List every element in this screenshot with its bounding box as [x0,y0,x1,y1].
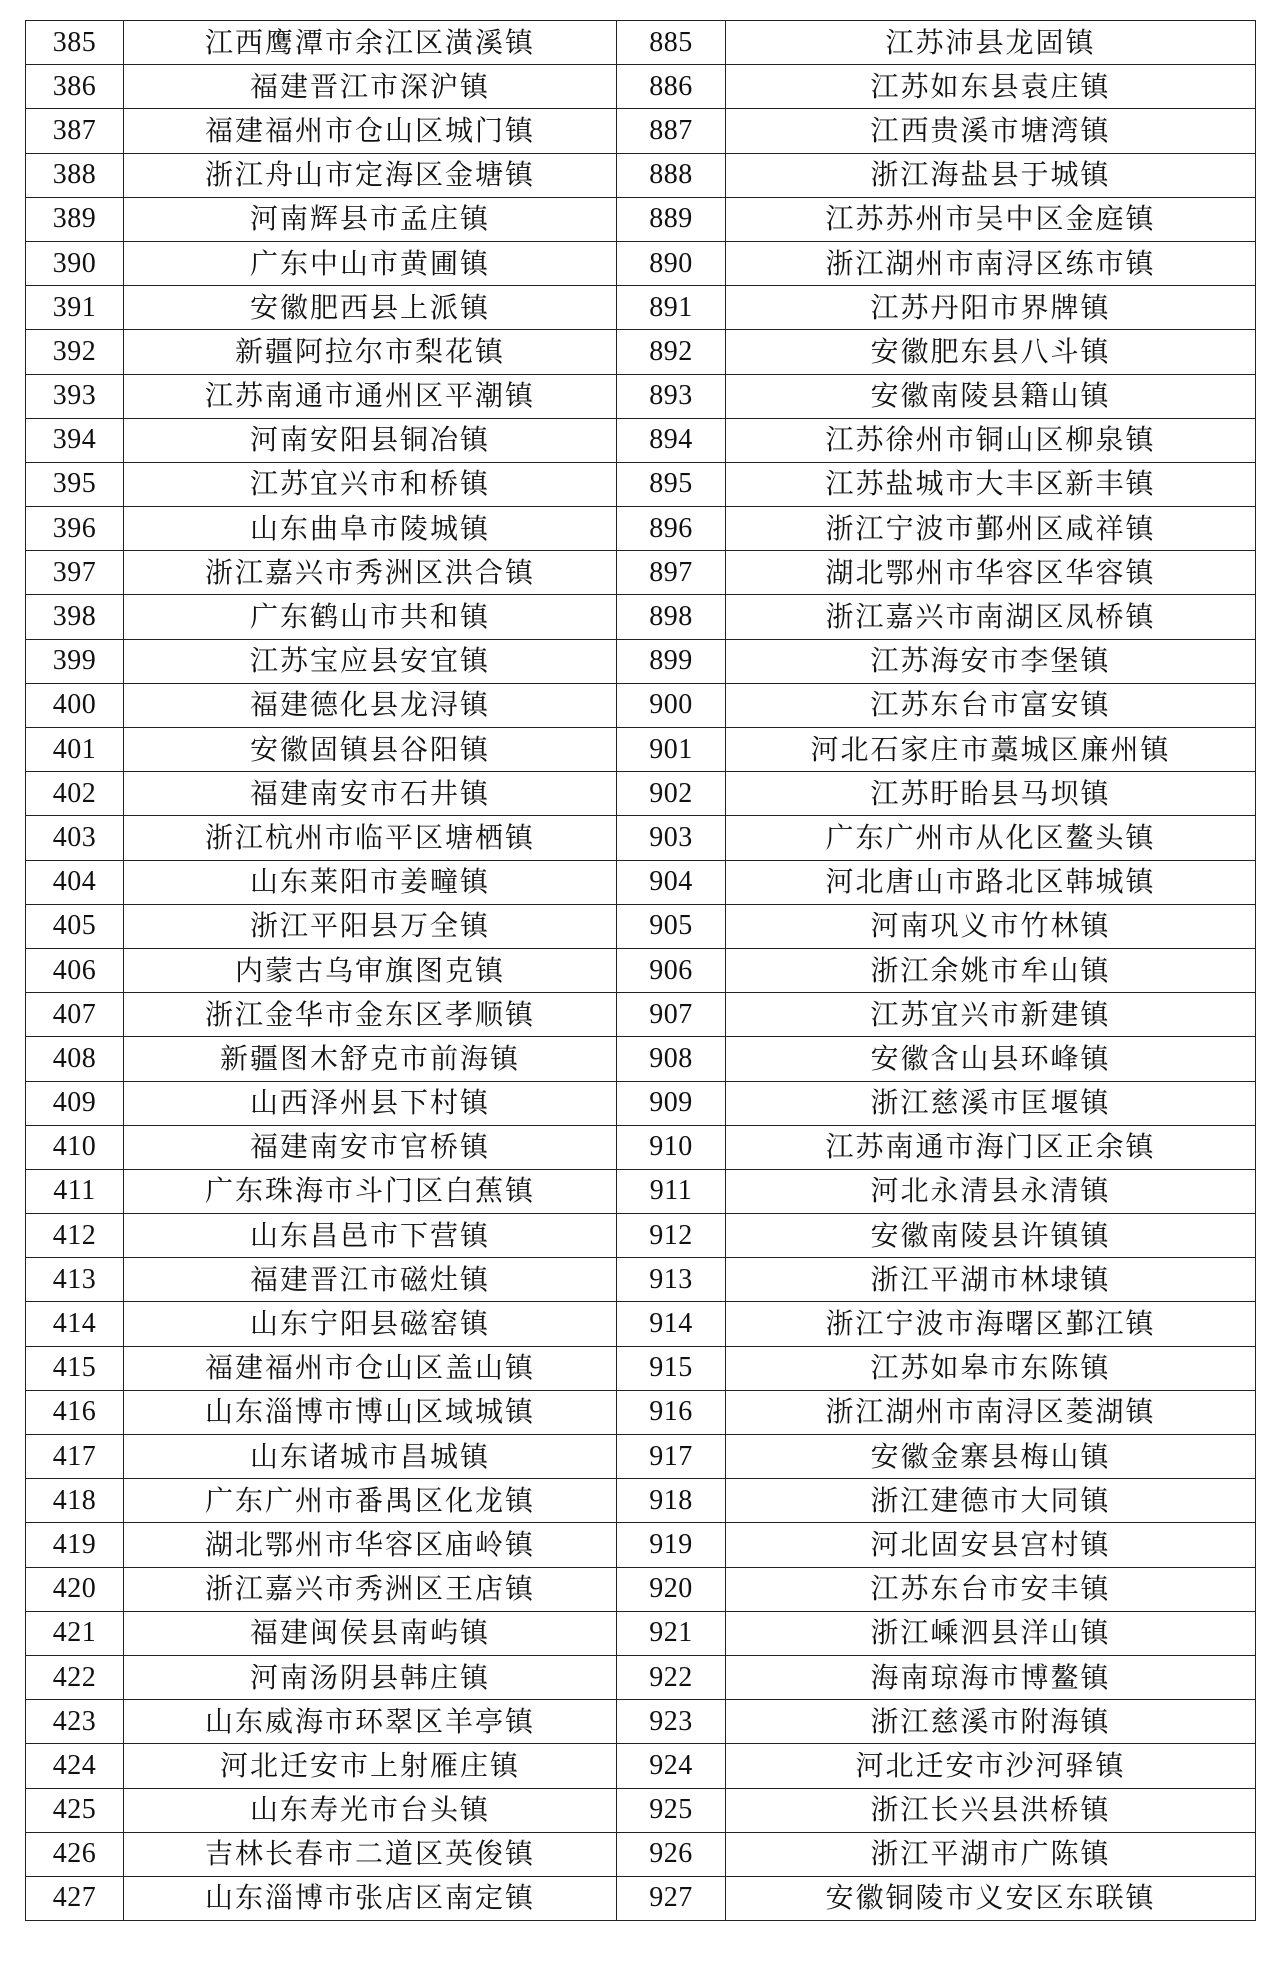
right-town-cell: 浙江嘉兴市南湖区凤桥镇 [726,595,1256,639]
table-row [26,1744,1256,1788]
right-rank-cell: 888 [617,153,726,197]
left-rank-cell: 406 [26,948,124,992]
right-town-cell: 江西贵溪市塘湾镇 [726,109,1256,153]
left-rank-cell: 389 [26,197,124,241]
right-town-cell: 江苏如皋市东陈镇 [726,1346,1256,1390]
left-town-cell: 福建南安市石井镇 [124,772,617,816]
left-rank-cell: 399 [26,639,124,683]
right-rank-cell: 906 [617,948,726,992]
left-rank-cell: 390 [26,241,124,285]
right-rank-cell: 910 [617,1125,726,1169]
right-rank-cell: 898 [617,595,726,639]
right-town-cell: 安徽肥东县八斗镇 [726,330,1256,374]
right-town-cell: 安徽含山县环峰镇 [726,1037,1256,1081]
right-town-cell: 浙江余姚市牟山镇 [726,948,1256,992]
table-row [26,1037,1256,1081]
right-town-cell: 江苏宜兴市新建镇 [726,993,1256,1037]
left-town-cell: 浙江杭州市临平区塘栖镇 [124,816,617,860]
right-rank-cell: 912 [617,1214,726,1258]
right-town-cell: 安徽金寨县梅山镇 [726,1435,1256,1479]
left-rank-cell: 395 [26,462,124,506]
left-rank-cell: 392 [26,330,124,374]
left-rank-cell: 403 [26,816,124,860]
right-rank-cell: 908 [617,1037,726,1081]
left-town-cell: 河南安阳县铜冶镇 [124,418,617,462]
right-rank-cell: 895 [617,462,726,506]
right-town-cell: 江苏徐州市铜山区柳泉镇 [726,418,1256,462]
left-rank-cell: 411 [26,1169,124,1213]
left-town-cell: 福建晋江市深沪镇 [124,65,617,109]
table-row [26,286,1256,330]
left-rank-cell: 404 [26,860,124,904]
left-town-cell: 吉林长春市二道区英俊镇 [124,1832,617,1876]
left-town-cell: 广东鹤山市共和镇 [124,595,617,639]
left-town-cell: 江西鹰潭市余江区潢溪镇 [124,21,617,65]
right-town-cell: 江苏南通市海门区正余镇 [726,1125,1256,1169]
right-town-cell: 江苏盱眙县马坝镇 [726,772,1256,816]
left-town-cell: 福建福州市仓山区城门镇 [124,109,617,153]
left-town-cell: 河南辉县市孟庄镇 [124,197,617,241]
right-town-cell: 江苏东台市富安镇 [726,683,1256,727]
left-rank-cell: 421 [26,1611,124,1655]
table-row [26,1169,1256,1213]
right-rank-cell: 927 [617,1876,726,1920]
right-rank-cell: 911 [617,1169,726,1213]
right-rank-cell: 913 [617,1258,726,1302]
left-town-cell: 湖北鄂州市华容区庙岭镇 [124,1523,617,1567]
left-rank-cell: 391 [26,286,124,330]
table-row [26,683,1256,727]
left-rank-cell: 394 [26,418,124,462]
right-town-cell: 浙江平湖市林埭镇 [726,1258,1256,1302]
table-row [26,1611,1256,1655]
table-row [26,109,1256,153]
right-rank-cell: 907 [617,993,726,1037]
right-town-cell: 浙江长兴县洪桥镇 [726,1788,1256,1832]
left-town-cell: 新疆阿拉尔市梨花镇 [124,330,617,374]
right-rank-cell: 926 [617,1832,726,1876]
left-rank-cell: 427 [26,1876,124,1920]
left-town-cell: 安徽固镇县谷阳镇 [124,728,617,772]
left-town-cell: 福建晋江市磁灶镇 [124,1258,617,1302]
table-row [26,1832,1256,1876]
right-town-cell: 安徽南陵县籍山镇 [726,374,1256,418]
right-town-cell: 浙江宁波市海曙区鄞江镇 [726,1302,1256,1346]
right-rank-cell: 918 [617,1479,726,1523]
left-town-cell: 广东珠海市斗门区白蕉镇 [124,1169,617,1213]
right-town-cell: 河北石家庄市藁城区廉州镇 [726,728,1256,772]
table-row [26,639,1256,683]
left-town-cell: 内蒙古乌审旗图克镇 [124,948,617,992]
left-rank-cell: 426 [26,1832,124,1876]
table-row [26,551,1256,595]
left-rank-cell: 423 [26,1700,124,1744]
right-town-cell: 江苏丹阳市界牌镇 [726,286,1256,330]
right-town-cell: 河南巩义市竹林镇 [726,904,1256,948]
left-rank-cell: 405 [26,904,124,948]
right-rank-cell: 890 [617,241,726,285]
left-town-cell: 新疆图木舒克市前海镇 [124,1037,617,1081]
right-town-cell: 江苏沛县龙固镇 [726,21,1256,65]
table-row [26,1876,1256,1920]
table-row [26,65,1256,109]
table-row [26,1435,1256,1479]
left-town-cell: 广东广州市番禺区化龙镇 [124,1479,617,1523]
table-body [26,21,1256,1921]
table-row [26,860,1256,904]
left-town-cell: 山东莱阳市姜疃镇 [124,860,617,904]
right-rank-cell: 903 [617,816,726,860]
left-rank-cell: 385 [26,21,124,65]
table-row [26,1523,1256,1567]
left-town-cell: 广东中山市黄圃镇 [124,241,617,285]
right-town-cell: 湖北鄂州市华容区华容镇 [726,551,1256,595]
left-rank-cell: 398 [26,595,124,639]
left-town-cell: 福建闽侯县南屿镇 [124,1611,617,1655]
right-rank-cell: 904 [617,860,726,904]
table-row [26,1214,1256,1258]
table-row [26,1788,1256,1832]
right-rank-cell: 887 [617,109,726,153]
right-town-cell: 海南琼海市博鳌镇 [726,1655,1256,1699]
right-rank-cell: 901 [617,728,726,772]
right-rank-cell: 915 [617,1346,726,1390]
table-row [26,21,1256,65]
table-row [26,462,1256,506]
table-row [26,595,1256,639]
left-town-cell: 山东威海市环翠区羊亭镇 [124,1700,617,1744]
left-rank-cell: 417 [26,1435,124,1479]
right-town-cell: 浙江湖州市南浔区练市镇 [726,241,1256,285]
right-town-cell: 河北固安县宫村镇 [726,1523,1256,1567]
left-rank-cell: 420 [26,1567,124,1611]
right-town-cell: 江苏盐城市大丰区新丰镇 [726,462,1256,506]
left-rank-cell: 412 [26,1214,124,1258]
right-town-cell: 浙江慈溪市附海镇 [726,1700,1256,1744]
right-town-cell: 浙江嵊泗县洋山镇 [726,1611,1256,1655]
left-town-cell: 福建德化县龙浔镇 [124,683,617,727]
left-town-cell: 浙江舟山市定海区金塘镇 [124,153,617,197]
table-row [26,1346,1256,1390]
left-town-cell: 河北迁安市上射雁庄镇 [124,1744,617,1788]
right-town-cell: 江苏如东县袁庄镇 [726,65,1256,109]
right-rank-cell: 921 [617,1611,726,1655]
left-town-cell: 江苏宜兴市和桥镇 [124,462,617,506]
table-row [26,1567,1256,1611]
town-ranking-table [25,20,1256,1921]
right-town-cell: 浙江建德市大同镇 [726,1479,1256,1523]
table-row [26,1700,1256,1744]
document-page [25,20,1255,1921]
left-rank-cell: 387 [26,109,124,153]
right-rank-cell: 914 [617,1302,726,1346]
left-rank-cell: 396 [26,507,124,551]
left-rank-cell: 407 [26,993,124,1037]
table-row [26,1125,1256,1169]
right-rank-cell: 923 [617,1700,726,1744]
right-town-cell: 安徽南陵县许镇镇 [726,1214,1256,1258]
right-town-cell: 浙江慈溪市匡堰镇 [726,1081,1256,1125]
right-town-cell: 浙江湖州市南浔区菱湖镇 [726,1390,1256,1434]
right-rank-cell: 894 [617,418,726,462]
right-rank-cell: 896 [617,507,726,551]
table-row [26,728,1256,772]
right-rank-cell: 899 [617,639,726,683]
right-rank-cell: 922 [617,1655,726,1699]
right-rank-cell: 916 [617,1390,726,1434]
left-town-cell: 福建南安市官桥镇 [124,1125,617,1169]
left-town-cell: 山东淄博市博山区域城镇 [124,1390,617,1434]
right-town-cell: 河北迁安市沙河驿镇 [726,1744,1256,1788]
left-town-cell: 浙江嘉兴市秀洲区洪合镇 [124,551,617,595]
table-row [26,904,1256,948]
right-town-cell: 河北唐山市路北区韩城镇 [726,860,1256,904]
left-rank-cell: 415 [26,1346,124,1390]
left-rank-cell: 400 [26,683,124,727]
right-town-cell: 浙江海盐县于城镇 [726,153,1256,197]
left-rank-cell: 393 [26,374,124,418]
left-rank-cell: 418 [26,1479,124,1523]
right-rank-cell: 902 [617,772,726,816]
left-rank-cell: 397 [26,551,124,595]
left-rank-cell: 414 [26,1302,124,1346]
left-town-cell: 江苏宝应县安宜镇 [124,639,617,683]
right-town-cell: 广东广州市从化区鳌头镇 [726,816,1256,860]
left-rank-cell: 401 [26,728,124,772]
table-row [26,241,1256,285]
table-row [26,1081,1256,1125]
right-town-cell: 江苏海安市李堡镇 [726,639,1256,683]
left-town-cell: 福建福州市仓山区盖山镇 [124,1346,617,1390]
left-town-cell: 山东淄博市张店区南定镇 [124,1876,617,1920]
table-row [26,1390,1256,1434]
right-town-cell: 安徽铜陵市义安区东联镇 [726,1876,1256,1920]
table-row [26,418,1256,462]
right-town-cell: 河北永清县永清镇 [726,1169,1256,1213]
table-row [26,1258,1256,1302]
left-rank-cell: 419 [26,1523,124,1567]
table-row [26,816,1256,860]
right-rank-cell: 892 [617,330,726,374]
left-rank-cell: 410 [26,1125,124,1169]
left-town-cell: 河南汤阴县韩庄镇 [124,1655,617,1699]
left-rank-cell: 425 [26,1788,124,1832]
left-rank-cell: 386 [26,65,124,109]
left-rank-cell: 388 [26,153,124,197]
left-rank-cell: 424 [26,1744,124,1788]
right-rank-cell: 891 [617,286,726,330]
left-rank-cell: 416 [26,1390,124,1434]
right-rank-cell: 924 [617,1744,726,1788]
left-town-cell: 山东曲阜市陵城镇 [124,507,617,551]
right-rank-cell: 897 [617,551,726,595]
right-rank-cell: 925 [617,1788,726,1832]
right-town-cell: 江苏东台市安丰镇 [726,1567,1256,1611]
right-town-cell: 浙江平湖市广陈镇 [726,1832,1256,1876]
left-town-cell: 江苏南通市通州区平潮镇 [124,374,617,418]
table-row [26,330,1256,374]
right-rank-cell: 909 [617,1081,726,1125]
right-rank-cell: 917 [617,1435,726,1479]
left-town-cell: 山西泽州县下村镇 [124,1081,617,1125]
right-town-cell: 江苏苏州市吴中区金庭镇 [726,197,1256,241]
right-rank-cell: 886 [617,65,726,109]
right-rank-cell: 919 [617,1523,726,1567]
left-rank-cell: 402 [26,772,124,816]
left-rank-cell: 422 [26,1655,124,1699]
right-rank-cell: 905 [617,904,726,948]
table-row [26,1302,1256,1346]
left-rank-cell: 413 [26,1258,124,1302]
left-town-cell: 安徽肥西县上派镇 [124,286,617,330]
left-town-cell: 浙江金华市金东区孝顺镇 [124,993,617,1037]
table-row [26,374,1256,418]
left-town-cell: 浙江平阳县万全镇 [124,904,617,948]
right-rank-cell: 893 [617,374,726,418]
left-town-cell: 山东寿光市台头镇 [124,1788,617,1832]
table-row [26,507,1256,551]
table-row [26,772,1256,816]
left-rank-cell: 409 [26,1081,124,1125]
table-row [26,948,1256,992]
left-town-cell: 山东诸城市昌城镇 [124,1435,617,1479]
table-row [26,993,1256,1037]
right-rank-cell: 920 [617,1567,726,1611]
left-town-cell: 山东宁阳县磁窑镇 [124,1302,617,1346]
right-rank-cell: 900 [617,683,726,727]
right-rank-cell: 889 [617,197,726,241]
left-town-cell: 山东昌邑市下营镇 [124,1214,617,1258]
left-town-cell: 浙江嘉兴市秀洲区王店镇 [124,1567,617,1611]
left-rank-cell: 408 [26,1037,124,1081]
table-row [26,1655,1256,1699]
right-town-cell: 浙江宁波市鄞州区咸祥镇 [726,507,1256,551]
table-row [26,197,1256,241]
table-row [26,1479,1256,1523]
right-rank-cell: 885 [617,21,726,65]
table-row [26,153,1256,197]
